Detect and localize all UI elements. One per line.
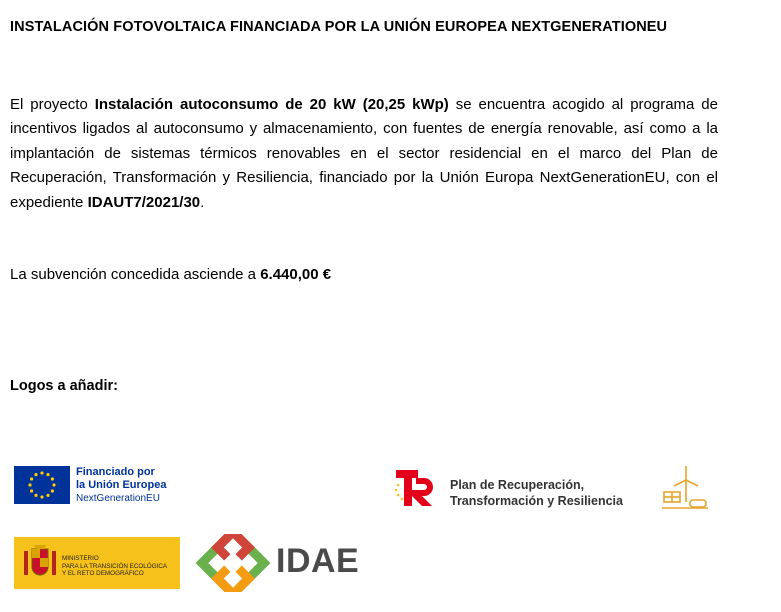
eu-flag-icon [14,466,70,504]
file-number: IDAUT7/2021/30 [87,193,201,211]
recovery-plan-logo [390,466,650,510]
recovery-plan-mark-icon [390,466,440,510]
recovery-plan-line2: Transformación y Resiliencia [450,494,623,508]
paragraph-text: se encuentra acogido al programa de incentivos ligados al autoconsumo y almacenamiento, con fuentes de energía renovable, así como a la implantación de sistemas térmicos renovables en el sector residencial en el marco del Plan de Recuperación, Transformación y Resiliencia, financiado por la Unión Europa NextGenerationEU, con el expediente [10,96,718,211]
ministry-line2: PARA LA TRANSICIÓN ECOLÓGICA [62,562,168,570]
grant-amount: 6.440,00 € [260,266,332,283]
paragraph-text: . [200,193,205,211]
idae-mark-icon [194,534,272,592]
eu-logo-text [76,466,166,505]
recovery-plan-text [450,477,623,509]
ministry-line1: MINISTERIO [62,555,99,562]
project-name: Instalación autoconsumo de 20 kW (20,25 kWp) [94,96,449,113]
ministry-logo [14,537,180,589]
idae-wordmark: IDAE [276,542,360,580]
eu-funding-logo [14,464,184,510]
project-paragraph [10,93,718,215]
ministry-text [62,555,167,578]
eu-logo-line1: Financiado por [76,466,155,478]
paragraph-text: El proyecto [10,96,95,113]
recovery-plan-line1: Plan de Recuperación, [450,478,585,492]
ministry-line3: Y EL RETO DEMOGRÁFICO [62,570,144,577]
idae-logo [194,534,359,594]
eu-logo-line2: la Unión Europea [76,479,167,491]
grant-line [10,266,331,283]
solar-wind-icon [660,462,712,514]
coat-of-arms-icon [22,543,58,583]
logos-title: Logos a añadir: [10,378,118,394]
grant-text: La subvención concedida asciende a [10,266,261,283]
eu-logo-line3: NextGenerationEU [76,493,160,504]
page-heading: INSTALACIÓN FOTOVOLTAICA FINANCIADA POR LA UNIÓN EUROPEA NEXTGENERATIONEU [10,19,668,35]
